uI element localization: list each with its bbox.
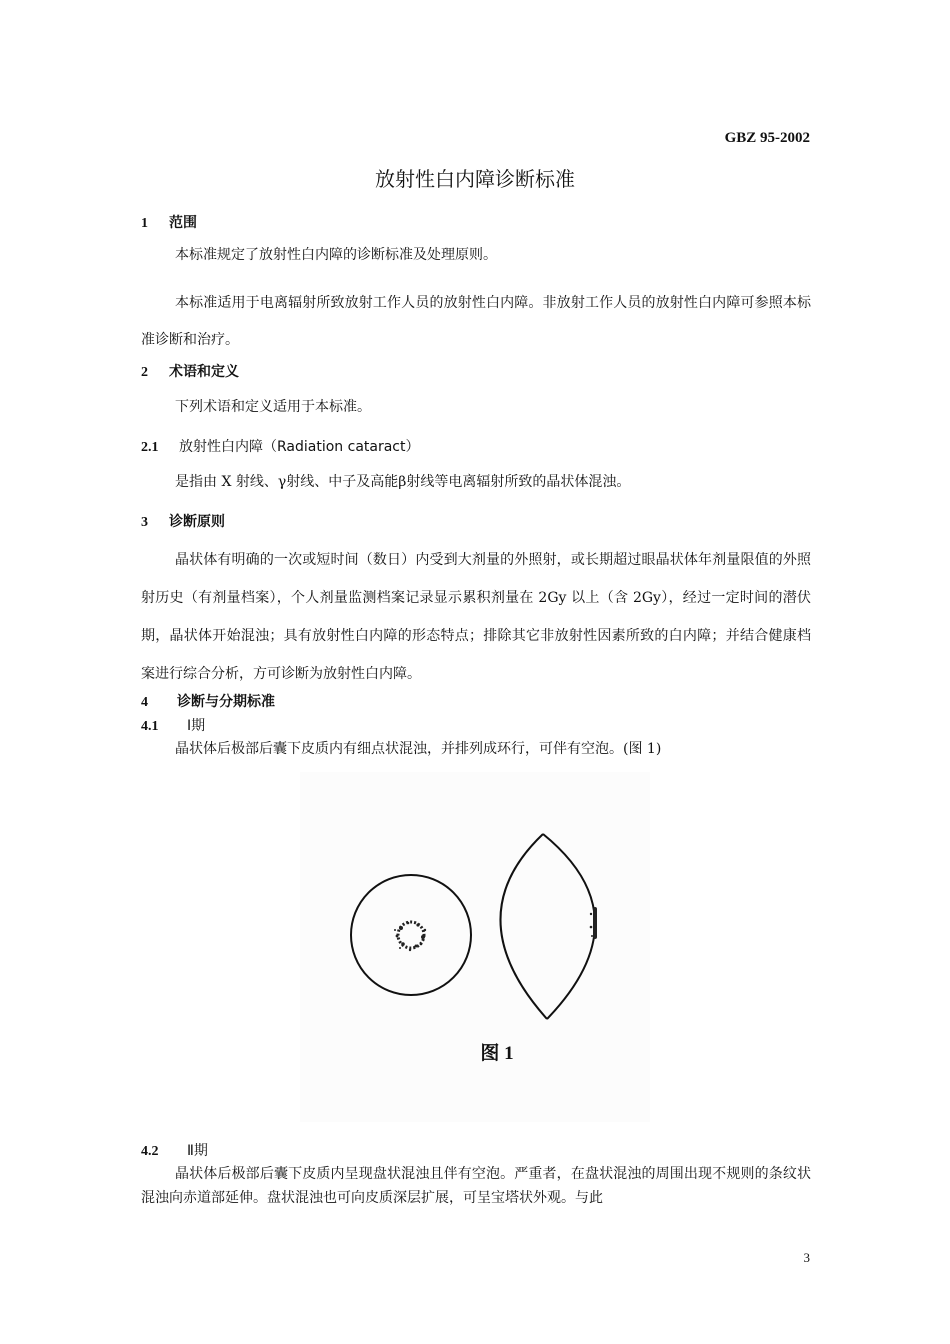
opacity-ring (394, 922, 426, 952)
lens-anterior-surface (500, 834, 547, 1019)
section-2-1-para-1 (141, 473, 811, 491)
paragraph: 晶状体后极部后囊下皮质内呈现盘状混浊且伴有空泡。严重者，在盘状混浊的周围出现不规则的条纹状混浊向赤道部延伸。盘状混浊也可向皮质深层扩展，可呈宝塔状外观。与此 (141, 1166, 811, 1206)
paragraph: 是指由 X 射线、γ射线、中子及高能β射线等电离辐射所致的晶状体混浊。 (175, 474, 631, 490)
section-number: 2 (141, 365, 148, 380)
lens-front-view (351, 875, 471, 995)
section-title: Ⅰ期 (187, 718, 206, 734)
paragraph: 晶状体后极部后囊下皮质内有细点状混浊，并排列成环行，可伴有空泡。(图 1) (175, 741, 662, 757)
paragraph: 下列术语和定义适用于本标准。 (175, 399, 371, 415)
figure-caption: 图 1 (480, 1043, 514, 1064)
section-number: 2.1 (141, 440, 159, 455)
section-4-2-heading (141, 1140, 208, 1160)
section-1-para-2 (141, 285, 811, 359)
section-2-para-1 (141, 398, 811, 416)
lens-diagram (300, 772, 650, 1122)
section-title: 术语和定义 (169, 364, 239, 380)
section-3-para-1 (141, 541, 811, 693)
section-number: 4 (141, 695, 148, 710)
section-2-1-heading (141, 436, 420, 456)
section-4-1-heading (141, 715, 205, 735)
section-number: 3 (141, 515, 148, 530)
paragraph: 晶状体有明确的一次或短时间（数日）内受到大剂量的外照射，或长期超过眼晶状体年剂量限值的外照射历史（有剂量档案），个人剂量监测档案记录显示累积剂量在 2Gy 以上（含 2Gy），经过一定时间的潜伏期，晶状体开始混浊；具有放射性白内障的形态特点；排除其它非放射性因素所致的白内障；并结合健康档案进行综合分析，方可诊断为放射性白内障。 (141, 552, 811, 682)
posterior-opacity (590, 907, 597, 939)
section-4-2-para-1 (141, 1162, 811, 1210)
standard-number: GBZ 95-2002 (724, 130, 810, 146)
page-number: 3 (803, 1250, 810, 1265)
section-3-heading (141, 511, 225, 531)
section-title: 范围 (169, 215, 197, 231)
section-1-heading (141, 212, 197, 232)
section-number: 4.1 (141, 719, 159, 734)
paragraph: 本标准规定了放射性白内障的诊断标准及处理原则。 (175, 247, 497, 263)
section-number: 1 (141, 216, 148, 231)
figure-1 (300, 772, 650, 1122)
section-title: 诊断原则 (169, 514, 225, 530)
section-1-para-1 (141, 246, 811, 264)
section-2-heading (141, 361, 239, 381)
section-title: 放射性白内障（Radiation cataract） (179, 439, 420, 455)
document-title: 放射性白内障诊断标准 (375, 167, 575, 191)
lens-posterior-surface (543, 834, 595, 1019)
section-4-heading (141, 691, 275, 711)
section-4-1-para-1 (141, 739, 811, 759)
paragraph: 本标准适用于电离辐射所致放射工作人员的放射性白内障。非放射工作人员的放射性白内障可参照本标准诊断和治疗。 (141, 295, 811, 348)
section-title: Ⅱ期 (187, 1143, 208, 1159)
section-number: 4.2 (141, 1144, 159, 1159)
section-title: 诊断与分期标准 (177, 694, 275, 710)
